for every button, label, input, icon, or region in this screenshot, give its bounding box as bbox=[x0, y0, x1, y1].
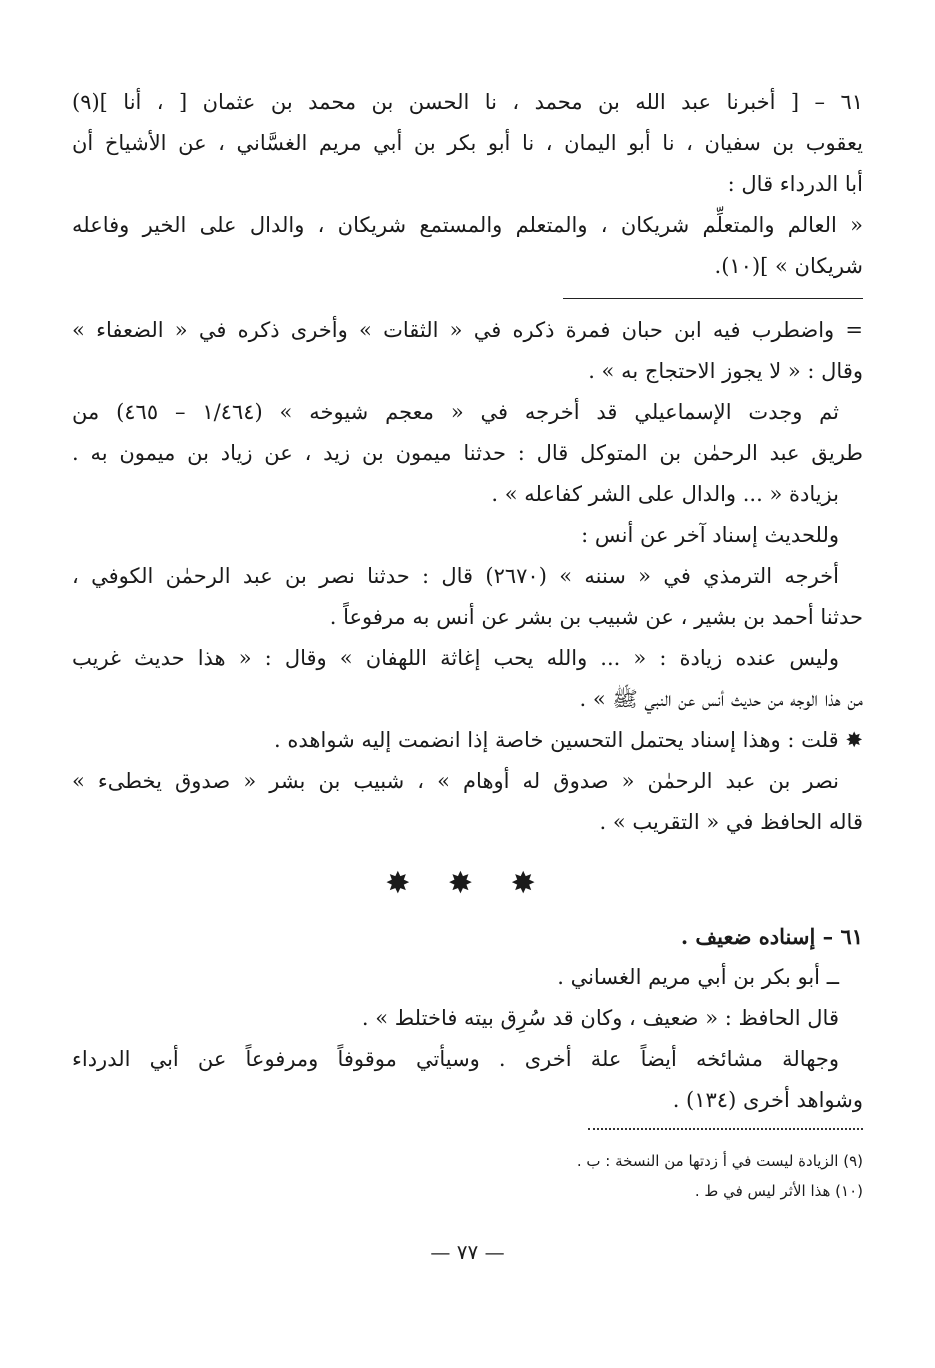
commentary-line-6: وللحديث إسناد آخر عن أنس : bbox=[581, 523, 839, 547]
footnotes bbox=[72, 1146, 863, 1206]
grading-heading: ٦١ – إسناده ضعيف . bbox=[680, 924, 863, 949]
page-number: — ٧٧ — bbox=[430, 1240, 505, 1264]
commentary-line-1: = واضطرب فيه ابن حبان فمرة ذكره في « الثقات » وأخرى ذكره في « الضعفاء » bbox=[72, 318, 863, 342]
footnote-10: (١٠) هذا الأثر ليس في ط . bbox=[694, 1182, 863, 1200]
main-line-5: شريكان » ](١٠). bbox=[714, 254, 863, 278]
grading-line-2: قال الحافظ : « ضعيف ، وكان قد سُرِق بيته فاختلط » . bbox=[361, 1006, 839, 1030]
commentary-line-13: قاله الحافظ في « التقريب » . bbox=[599, 810, 863, 834]
footnote-9: (٩) الزيادة ليست في أ زدتها من النسخة : ب . bbox=[576, 1152, 863, 1170]
commentary-line-12: نصر بن عبد الرحمٰن « صدوق له أوهام » ، شبيب بن بشر « صدوق يخطىء » bbox=[72, 769, 839, 793]
commentary-line-4: طريق عبد الرحمٰن بن المتوكل قال : حدثنا ميمون بن زيد ، عن زياد بن ميمون به . bbox=[72, 441, 863, 465]
grading-line-3: وجهالة مشائخه أيضاً علة أخرى . وسيأتي موقوفاً ومرفوعاً عن أبي الدرداء bbox=[72, 1047, 839, 1071]
separator-stars: ✸ ✸ ✸ bbox=[385, 866, 550, 901]
commentary-text bbox=[72, 310, 863, 843]
commentary-line-10: من هذا الوجه من حديث أنس عن النبي ﷺ » . bbox=[579, 687, 863, 711]
commentary-line-2: وقال : « لا يجوز الاحتجاج به » . bbox=[588, 359, 863, 383]
grading-line-4: وشواهد أخرى (١٣٤) . bbox=[672, 1088, 863, 1112]
commentary-line-9: وليس عنده زيادة : « ... والله يحب إغاثة اللهفان » وقال : « هذا حديث غريب bbox=[72, 646, 839, 670]
main-line-1: ٦١ – [ أخبرنا عبد الله بن محمد ، نا الحسن بن محمد بن عثمان [ ، أنا ](٩) bbox=[72, 90, 863, 114]
main-line-3: أبا الدرداء قال : bbox=[727, 172, 863, 196]
grading-section bbox=[72, 916, 863, 1121]
section-rule bbox=[563, 298, 863, 299]
main-line-4: « العالم والمتعلِّم شريكان ، والمتعلم والمستمع شريكان ، والدال على الخير وفاعله bbox=[72, 213, 863, 237]
main-line-2: يعقوب بن سفيان ، نا أبو اليمان ، نا أبو بكر بن أبي مريم الغسَّاني ، عن الأشياخ أن bbox=[72, 131, 863, 155]
commentary-line-3: ثم وجدت الإسماعيلي قد أخرجه في « معجم شيوخه » (١/٤٦٤ – ٤٦٥) من bbox=[72, 400, 839, 424]
commentary-line-5: بزيادة « ... والدال على الشر كفاعله » . bbox=[491, 482, 839, 506]
main-hadith-text bbox=[72, 82, 863, 287]
commentary-line-7: أخرجه الترمذي في « سننه » (٢٦٧٠) قال : حدثنا نصر بن عبد الرحمٰن الكوفي ، bbox=[72, 564, 839, 588]
footnote-separator bbox=[588, 1128, 863, 1130]
commentary-line-8: حدثنا أحمد بن بشير ، عن شبيب بن بشر عن أنس به مرفوعاً . bbox=[329, 605, 863, 629]
commentary-line-11: ✸ قلت : وهذا إسناد يحتمل التحسين خاصة إذا انضمت إليه شواهده . bbox=[274, 728, 863, 752]
grading-line-1: ــ أبو بكر بن أبي مريم الغساني . bbox=[557, 965, 839, 989]
